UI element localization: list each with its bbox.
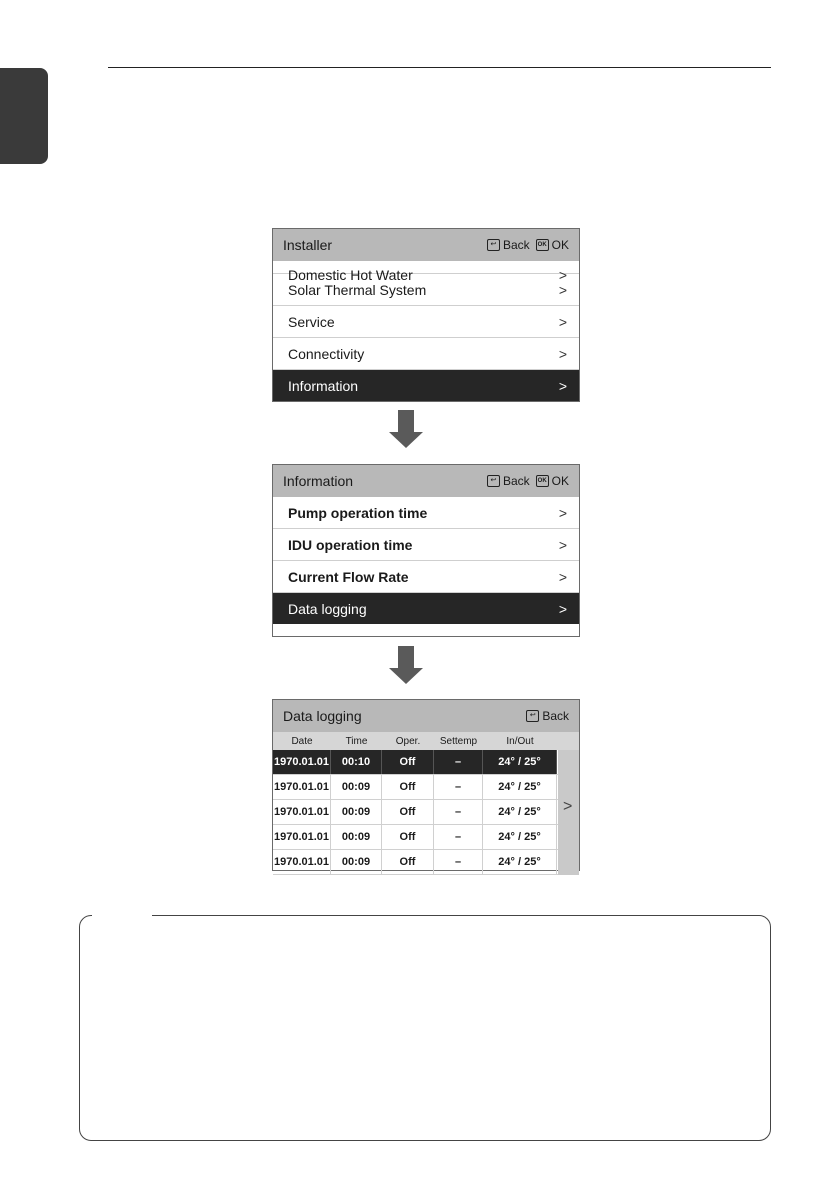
chevron-right-icon: > (558, 568, 567, 585)
screen-title: Installer (283, 237, 333, 253)
ok-icon: OK (536, 239, 549, 251)
column-header: Time (345, 735, 368, 747)
settemp-cell: – (434, 750, 483, 774)
oper-cell: Off (382, 775, 434, 799)
screen-header (273, 229, 579, 261)
table-row[interactable] (273, 750, 579, 775)
chevron-right-icon: > (558, 345, 567, 362)
down-arrow-icon (389, 646, 423, 684)
time-cell: 00:10 (331, 750, 382, 774)
ok-icon: OK (536, 475, 549, 487)
installer-screen (272, 228, 580, 402)
chapter-tab (0, 68, 48, 164)
time-cell: 00:09 (331, 825, 382, 849)
menu-item-label: Pump operation time (288, 504, 428, 521)
in-out-cell: 24° / 25° (483, 750, 557, 774)
menu-item-data-logging[interactable] (273, 593, 579, 624)
back-button[interactable] (526, 709, 569, 723)
in-out-cell: 24° / 25° (483, 850, 557, 874)
oper-cell: Off (382, 850, 434, 874)
menu-item-pump-operation-time[interactable] (273, 497, 579, 529)
back-label: Back (502, 238, 530, 252)
chevron-right-icon: > (558, 313, 567, 330)
back-icon: ↩ (487, 475, 500, 487)
menu-item-label: Solar Thermal System (288, 281, 427, 298)
menu-item-service[interactable] (273, 306, 579, 338)
date-cell: 1970.01.01 (273, 800, 331, 824)
back-button[interactable] (487, 238, 530, 252)
ok-button[interactable] (536, 474, 569, 488)
time-cell: 00:09 (331, 800, 382, 824)
header-rule (108, 67, 771, 68)
screen-title: Data logging (283, 708, 362, 724)
oper-cell: Off (382, 800, 434, 824)
date-cell: 1970.01.01 (273, 775, 331, 799)
chevron-right-icon: > (558, 377, 567, 394)
settemp-cell: – (434, 775, 483, 799)
column-header: Settemp (439, 735, 478, 747)
column-header: Date (291, 735, 313, 747)
oper-cell: Off (382, 750, 434, 774)
chevron-right-icon: > (563, 798, 573, 815)
ok-label: OK (551, 238, 569, 252)
in-out-cell: 24° / 25° (483, 775, 557, 799)
table-row[interactable] (273, 850, 579, 875)
settemp-cell: – (434, 825, 483, 849)
in-out-cell: 24° / 25° (483, 825, 557, 849)
table-header (273, 732, 579, 750)
column-header: In/Out (506, 735, 534, 747)
next-page-button[interactable] (558, 750, 579, 875)
menu-item-label: Service (288, 313, 335, 330)
note-label-gap (92, 910, 152, 920)
back-label: Back (502, 474, 530, 488)
in-out-cell: 24° / 25° (483, 800, 557, 824)
column-header: Oper. (395, 735, 421, 747)
menu-item-label: Domestic Hot Water (288, 267, 413, 283)
menu-item-current-flow-rate[interactable] (273, 561, 579, 593)
date-cell: 1970.01.01 (273, 750, 331, 774)
back-button[interactable] (487, 474, 530, 488)
table-row[interactable] (273, 800, 579, 825)
menu-item-connectivity[interactable] (273, 338, 579, 370)
time-cell: 00:09 (331, 775, 382, 799)
data-logging-screen (272, 699, 580, 871)
menu-item-label: Data logging (288, 600, 367, 617)
chevron-right-icon: > (558, 267, 567, 283)
settemp-cell: – (434, 800, 483, 824)
table-row[interactable] (273, 775, 579, 800)
settemp-cell: – (434, 850, 483, 874)
back-icon: ↩ (526, 710, 539, 722)
menu-item-label: Connectivity (288, 345, 365, 362)
back-label: Back (542, 709, 569, 723)
log-table (273, 732, 579, 875)
chevron-right-icon: > (558, 600, 567, 617)
screen-title: Information (283, 473, 354, 489)
chevron-right-icon: > (558, 281, 567, 298)
time-cell: 00:09 (331, 850, 382, 874)
menu-item-domestic-hot-water[interactable] (273, 261, 579, 283)
information-screen (272, 464, 580, 637)
menu-item-label: Current Flow Rate (288, 568, 409, 585)
screen-header (273, 465, 579, 497)
back-icon: ↩ (487, 239, 500, 251)
chevron-right-icon: > (558, 504, 567, 521)
ok-label: OK (551, 474, 569, 488)
menu-item-label: IDU operation time (288, 536, 413, 553)
table-row[interactable] (273, 825, 579, 850)
chevron-right-icon: > (558, 536, 567, 553)
note-box (79, 915, 771, 1141)
menu-item-information[interactable] (273, 370, 579, 401)
ok-button[interactable] (536, 238, 569, 252)
menu-item-idu-operation-time[interactable] (273, 529, 579, 561)
date-cell: 1970.01.01 (273, 825, 331, 849)
down-arrow-icon (389, 410, 423, 448)
oper-cell: Off (382, 825, 434, 849)
menu-item-label: Information (288, 377, 359, 394)
date-cell: 1970.01.01 (273, 850, 331, 874)
screen-header (273, 700, 579, 732)
